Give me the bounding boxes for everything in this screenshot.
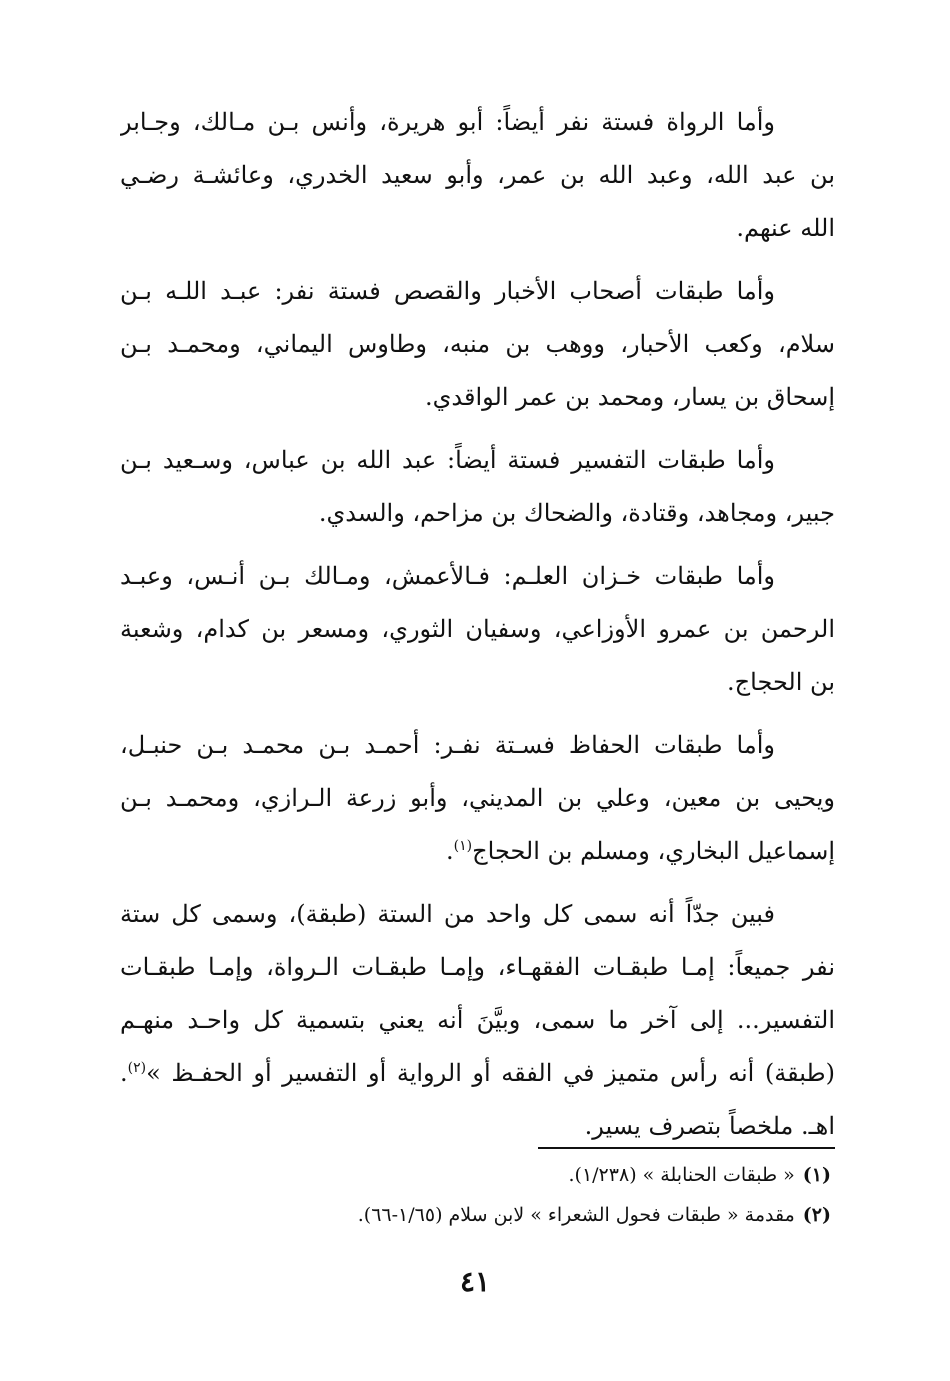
- text-line: [120, 1047, 835, 1100]
- text-line: وأما الرواة فستة نفر أيضاً: أبو هريرة، وأنس بـن مـالك، وجـابر: [120, 108, 775, 136]
- text-line: التفسير... إلى آخر ما سمى، وبيَّنَ أنه يعني بتسمية كل واحـد منهـم: [120, 1006, 835, 1034]
- footnote-number: (١): [802, 1164, 831, 1186]
- footnote-separator: [538, 1147, 835, 1149]
- text-line: الله عنهم.: [736, 214, 835, 242]
- paragraph-historians: [120, 265, 835, 424]
- footnote-number: (٢): [802, 1204, 831, 1226]
- text-line: ويحيى بن معين، وعلي بن المديني، وأبو زرعة الـرازي، ومحمـد بـن: [120, 784, 835, 812]
- paragraph-narrators: [120, 96, 835, 255]
- text-line: إسحاق بن يسار، ومحمد بن عمر الواقدي.: [425, 383, 835, 411]
- footnote-item: [200, 1195, 835, 1235]
- text-line: وأما طبقات أصحاب الأخبار والقصص فستة نفر: عبـد اللـه بـن: [120, 277, 775, 305]
- text-line: فبين جدّاً أنه سمى كل واحد من الستة (طبقة)، وسمى كل ستة: [120, 900, 775, 928]
- text-line: وأما طبقات التفسير فستة أيضاً: عبد الله بن عباس، وسـعيد بـن: [120, 446, 775, 474]
- footnotes: [200, 1155, 835, 1235]
- sentence-end: .: [120, 1059, 128, 1087]
- footnote-marker: (٢): [127, 1060, 147, 1076]
- text-line-content: إسماعيل البخاري، ومسلم بن الحجاج: [472, 837, 835, 865]
- paragraph-memorizers: [120, 719, 835, 878]
- body-text: [120, 96, 835, 1163]
- text-line: اهـ. ملخصاً بتصرف يسير.: [584, 1112, 835, 1140]
- text-line: الرحمن بن عمرو الأوزاعي، وسفيان الثوري، ومسعر بن كدام، وشعبة: [120, 615, 835, 643]
- paragraph-conclusion: [120, 888, 835, 1153]
- footnote-text: « طبقات الحنابلة » (١/٢٣٨).: [568, 1164, 795, 1186]
- text-line: بن عبد الله، وعبد الله بن عمر، وأبو سعيد الخدري، وعائشـة رضـي: [120, 161, 835, 189]
- page-number: ٤١: [459, 1265, 491, 1298]
- text-line: [120, 825, 835, 878]
- text-line: وأما طبقات الحفاظ فسـتة نفـر: أحمـد بـن محمـد بـن حنبـل،: [120, 731, 775, 759]
- paragraph-exegetes: [120, 434, 835, 540]
- text-line: وأما طبقات خـزان العلـم: فـالأعمش، ومـالك بـن أنـس، وعبـد: [120, 562, 775, 590]
- footnote-item: [200, 1155, 835, 1195]
- footnote-text: مقدمة « طبقات فحول الشعراء » لابن سلام (١/٦٥-٦٦).: [357, 1204, 795, 1226]
- footnote-marker: (١): [453, 838, 473, 854]
- text-line: نفر جميعاً: إمـا طبقـات الفقهـاء، وإمـا طبقـات الـرواة، وإمـا طبقـات: [120, 953, 835, 981]
- text-line: جبير، ومجاهد، وقتادة، والضحاك بن مزاحم، والسدي.: [318, 499, 835, 527]
- sentence-end: .: [446, 837, 454, 865]
- paragraph-knowledge-keepers: [120, 550, 835, 709]
- text-line: بن الحجاج.: [727, 668, 835, 696]
- text-line-content: (طبقة) أنه رأس متميز في الفقه أو الرواية أو التفسير أو الحفـظ »: [146, 1059, 835, 1087]
- text-line: سلام، وكعب الأحبار، ووهب بن منبه، وطاوس اليماني، ومحمـد بـن: [120, 330, 835, 358]
